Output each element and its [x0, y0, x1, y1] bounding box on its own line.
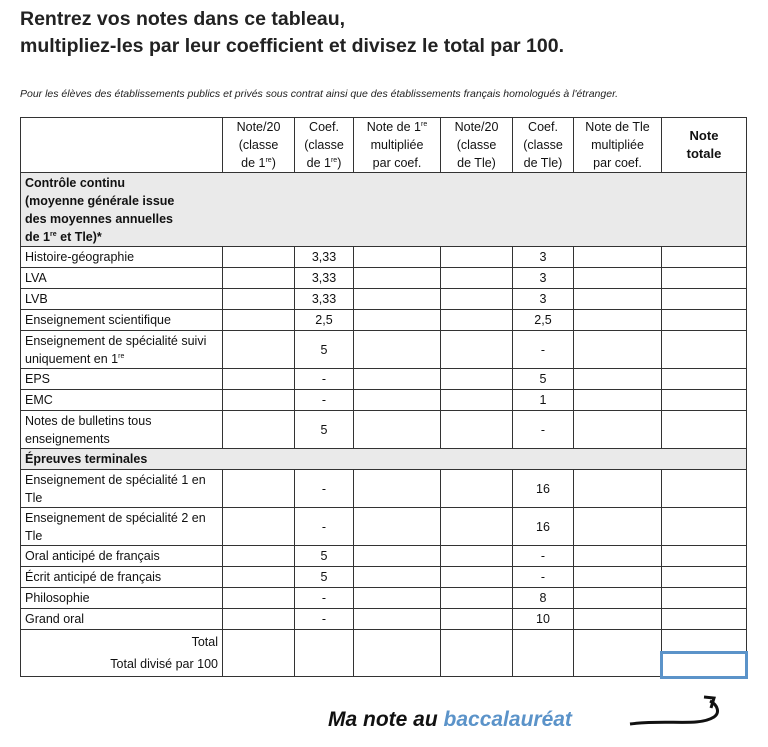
note-tle-multiplied-cell[interactable] [574, 546, 662, 567]
note-1re-cell[interactable] [223, 470, 295, 508]
note-totale-cell[interactable] [662, 588, 747, 609]
final-grade-box[interactable] [660, 651, 748, 679]
note-totale-cell[interactable] [662, 546, 747, 567]
header-row [21, 118, 747, 173]
table-row [21, 390, 747, 411]
coef-1re-cell: 5 [295, 567, 354, 588]
note-tle-cell[interactable] [441, 411, 513, 449]
subtitle: Pour les élèves des établissements publics et privés sous contrat ainsi que des établissements français homologués à l'étranger. [20, 88, 619, 100]
coef-tle-cell: 3 [513, 289, 574, 310]
row-label: Oral anticipé de français [21, 546, 223, 567]
note-totale-cell[interactable] [662, 369, 747, 390]
note-1re-multiplied-cell[interactable] [354, 588, 441, 609]
row-label: EPS [21, 369, 223, 390]
header-note-totale: Note totale [662, 118, 747, 173]
note-1re-cell[interactable] [223, 411, 295, 449]
note-tle-cell[interactable] [441, 268, 513, 289]
grade-table [20, 117, 747, 677]
coef-tle-cell: 8 [513, 588, 574, 609]
row-label: Notes de bulletins tous enseignements [21, 411, 223, 449]
note-tle-cell[interactable] [441, 369, 513, 390]
header-note-tle: Note/20 (classe de Tle) [441, 118, 513, 173]
note-1re-multiplied-cell[interactable] [354, 369, 441, 390]
note-totale-cell[interactable] [662, 390, 747, 411]
note-tle-multiplied-cell[interactable] [574, 268, 662, 289]
table-row [21, 546, 747, 567]
coef-tle-cell: - [513, 331, 574, 369]
section-controle-continu: Contrôle continu (moyenne générale issue des moyennes annuelles de 1re et Tle)* [21, 173, 747, 247]
total-divided-label: Total divisé par 100 [110, 657, 218, 671]
note-tle-multiplied-cell[interactable] [574, 390, 662, 411]
row-label: Philosophie [21, 588, 223, 609]
note-tle-cell[interactable] [441, 546, 513, 567]
note-1re-cell[interactable] [223, 390, 295, 411]
note-totale-cell[interactable] [662, 470, 747, 508]
note-tle-cell[interactable] [441, 289, 513, 310]
page-title [20, 6, 564, 60]
footer-caption: Ma note au baccalauréat [328, 708, 572, 731]
title-line-1: Rentrez vos notes dans ce tableau, [20, 8, 346, 30]
coef-tle-cell: 5 [513, 369, 574, 390]
note-tle-cell[interactable] [441, 470, 513, 508]
total-cell[interactable] [354, 630, 441, 677]
coef-tle-cell: - [513, 567, 574, 588]
coef-1re-cell: 2,5 [295, 310, 354, 331]
header-coef-1re: Coef. (classe de 1re) [295, 118, 354, 173]
coef-tle-cell: 10 [513, 609, 574, 630]
row-label: LVA [21, 268, 223, 289]
total-cell[interactable] [441, 630, 513, 677]
row-label: Enseignement de spécialité 2 en Tle [21, 508, 223, 546]
coef-tle-cell: - [513, 411, 574, 449]
coef-tle-cell: - [513, 546, 574, 567]
table-row [21, 268, 747, 289]
table-row [21, 331, 747, 369]
coef-1re-cell: - [295, 508, 354, 546]
table-row [21, 588, 747, 609]
note-tle-cell[interactable] [441, 331, 513, 369]
total-cell[interactable] [513, 630, 574, 677]
note-totale-cell[interactable] [662, 331, 747, 369]
coef-1re-cell: - [295, 369, 354, 390]
coef-tle-cell: 16 [513, 508, 574, 546]
note-totale-cell[interactable] [662, 567, 747, 588]
coef-1re-cell: 5 [295, 411, 354, 449]
note-1re-multiplied-cell[interactable] [354, 470, 441, 508]
coef-1re-cell: - [295, 390, 354, 411]
note-1re-cell[interactable] [223, 609, 295, 630]
coef-1re-cell: 5 [295, 546, 354, 567]
note-1re-multiplied-cell[interactable] [354, 247, 441, 268]
note-1re-cell[interactable] [223, 508, 295, 546]
coef-1re-cell: 3,33 [295, 289, 354, 310]
coef-1re-cell: 3,33 [295, 247, 354, 268]
row-label: LVB [21, 289, 223, 310]
header-coef-tle: Coef. (classe de Tle) [513, 118, 574, 173]
note-totale-total-cell[interactable] [662, 630, 747, 677]
note-tle-multiplied-cell[interactable] [574, 247, 662, 268]
table-row [21, 411, 747, 449]
note-1re-multiplied-cell[interactable] [354, 331, 441, 369]
coef-tle-cell: 3 [513, 268, 574, 289]
coef-1re-cell: 5 [295, 331, 354, 369]
note-1re-cell[interactable] [223, 268, 295, 289]
row-label: Écrit anticipé de français [21, 567, 223, 588]
coef-1re-cell: - [295, 588, 354, 609]
total-cell[interactable] [295, 630, 354, 677]
note-1re-cell[interactable] [223, 289, 295, 310]
note-1re-cell[interactable] [223, 331, 295, 369]
header-empty [21, 118, 223, 173]
total-cell[interactable] [574, 630, 662, 677]
title-line-2: multipliez-les par leur coefficient et divisez le total par 100. [20, 35, 565, 57]
row-label: Grand oral [21, 609, 223, 630]
row-label: Histoire-géographie [21, 247, 223, 268]
note-1re-multiplied-cell[interactable] [354, 546, 441, 567]
note-tle-multiplied-cell[interactable] [574, 470, 662, 508]
note-totale-cell[interactable] [662, 508, 747, 546]
note-1re-cell[interactable] [223, 588, 295, 609]
note-totale-cell[interactable] [662, 268, 747, 289]
table-row [21, 609, 747, 630]
note-tle-cell[interactable] [441, 588, 513, 609]
coef-1re-cell: - [295, 470, 354, 508]
note-tle-cell[interactable] [441, 508, 513, 546]
row-label: EMC [21, 390, 223, 411]
coef-tle-cell: 3 [513, 247, 574, 268]
note-tle-multiplied-cell[interactable] [574, 411, 662, 449]
table-row [21, 508, 747, 546]
note-totale-cell[interactable] [662, 609, 747, 630]
coef-1re-cell: 3,33 [295, 268, 354, 289]
coef-tle-cell: 2,5 [513, 310, 574, 331]
header-note-tle-multiplied: Note de Tle multipliée par coef. [574, 118, 662, 173]
row-label: Enseignement scientifique [21, 310, 223, 331]
note-1re-multiplied-cell[interactable] [354, 567, 441, 588]
note-1re-cell[interactable] [223, 310, 295, 331]
row-label: Enseignement de spécialité 1 en Tle [21, 470, 223, 508]
note-tle-multiplied-cell[interactable] [574, 588, 662, 609]
curved-arrow-icon [628, 693, 723, 733]
coef-1re-cell: - [295, 609, 354, 630]
row-label: Enseignement de spécialité suivi uniquement en 1re [21, 331, 223, 369]
note-tle-cell[interactable] [441, 310, 513, 331]
note-tle-multiplied-cell[interactable] [574, 369, 662, 390]
note-tle-multiplied-cell[interactable] [574, 331, 662, 369]
header-note-1re-multiplied: Note de 1re multipliée par coef. [354, 118, 441, 173]
note-tle-multiplied-cell[interactable] [574, 508, 662, 546]
note-1re-multiplied-cell[interactable] [354, 508, 441, 546]
coef-tle-cell: 1 [513, 390, 574, 411]
note-totale-cell[interactable] [662, 310, 747, 331]
table-row [21, 470, 747, 508]
section-epreuves-terminales: Épreuves terminales [21, 449, 747, 470]
table-row [21, 369, 747, 390]
note-1re-multiplied-cell[interactable] [354, 289, 441, 310]
note-1re-multiplied-cell[interactable] [354, 268, 441, 289]
note-tle-multiplied-cell[interactable] [574, 567, 662, 588]
note-totale-cell[interactable] [662, 289, 747, 310]
note-1re-multiplied-cell[interactable] [354, 310, 441, 331]
table-row [21, 247, 747, 268]
header-note-1re: Note/20 (classe de 1re) [223, 118, 295, 173]
table-row [21, 289, 747, 310]
total-label: Total [191, 635, 218, 649]
note-totale-cell[interactable] [662, 247, 747, 268]
total-cell[interactable] [223, 630, 295, 677]
note-1re-multiplied-cell[interactable] [354, 411, 441, 449]
note-tle-cell[interactable] [441, 390, 513, 411]
note-tle-multiplied-cell[interactable] [574, 609, 662, 630]
table-row [21, 567, 747, 588]
note-tle-cell[interactable] [441, 567, 513, 588]
coef-tle-cell: 16 [513, 470, 574, 508]
note-totale-cell[interactable] [662, 411, 747, 449]
note-tle-cell[interactable] [441, 609, 513, 630]
note-1re-cell[interactable] [223, 369, 295, 390]
note-1re-multiplied-cell[interactable] [354, 390, 441, 411]
note-1re-cell[interactable] [223, 247, 295, 268]
note-tle-multiplied-cell[interactable] [574, 310, 662, 331]
note-1re-cell[interactable] [223, 567, 295, 588]
note-1re-cell[interactable] [223, 546, 295, 567]
note-tle-multiplied-cell[interactable] [574, 289, 662, 310]
total-row [21, 630, 747, 677]
note-tle-cell[interactable] [441, 247, 513, 268]
table-row [21, 310, 747, 331]
note-1re-multiplied-cell[interactable] [354, 609, 441, 630]
